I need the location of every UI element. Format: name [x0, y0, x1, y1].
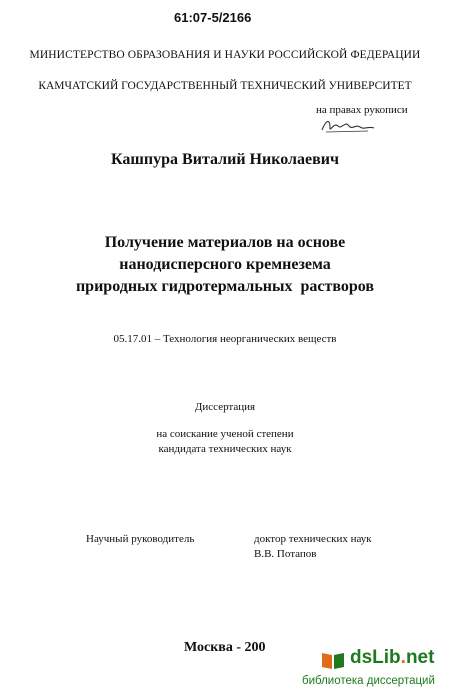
watermark — [298, 646, 450, 697]
degree-line: на соискание ученой степени — [156, 428, 294, 440]
degree-statement — [0, 427, 450, 457]
city-year: Москва - 200 — [184, 640, 266, 655]
title-line: природных гидротермальных растворов — [75, 278, 375, 295]
book-icon — [320, 649, 346, 671]
supervisor-label: Научный руководитель — [86, 533, 195, 545]
document-code: 61:07-5/2166 — [174, 10, 252, 25]
watermark-logo: dsLib.net — [350, 647, 435, 668]
handwritten-signature — [318, 114, 378, 136]
supervisor-degree: доктор технических наук — [254, 533, 372, 545]
rights-note: на правах рукописи — [316, 104, 408, 116]
title-line: нанодисперсного кремнезема — [119, 256, 331, 273]
document-type: Диссертация — [194, 401, 256, 413]
watermark-tagline: библиотека диссертаций — [302, 675, 435, 687]
supervisor-name: В.В. Потапов — [254, 548, 317, 560]
author-name: Кашпура Виталий Николаевич — [111, 151, 339, 168]
specialty-code: 05.17.01 – Технология неорганических веществ — [113, 333, 337, 345]
title-line: Получение материалов на основе — [104, 234, 346, 251]
dissertation-title — [0, 232, 450, 298]
ministry-heading: МИНИСТЕРСТВО ОБРАЗОВАНИЯ И НАУКИ РОССИЙСКОЙ ФЕДЕРАЦИИ — [29, 49, 421, 61]
degree-line: кандидата технических наук — [158, 443, 292, 455]
university-heading: КАМЧАТСКИЙ ГОСУДАРСТВЕННЫЙ ТЕХНИЧЕСКИЙ УНИВЕРСИТЕТ — [38, 80, 412, 92]
